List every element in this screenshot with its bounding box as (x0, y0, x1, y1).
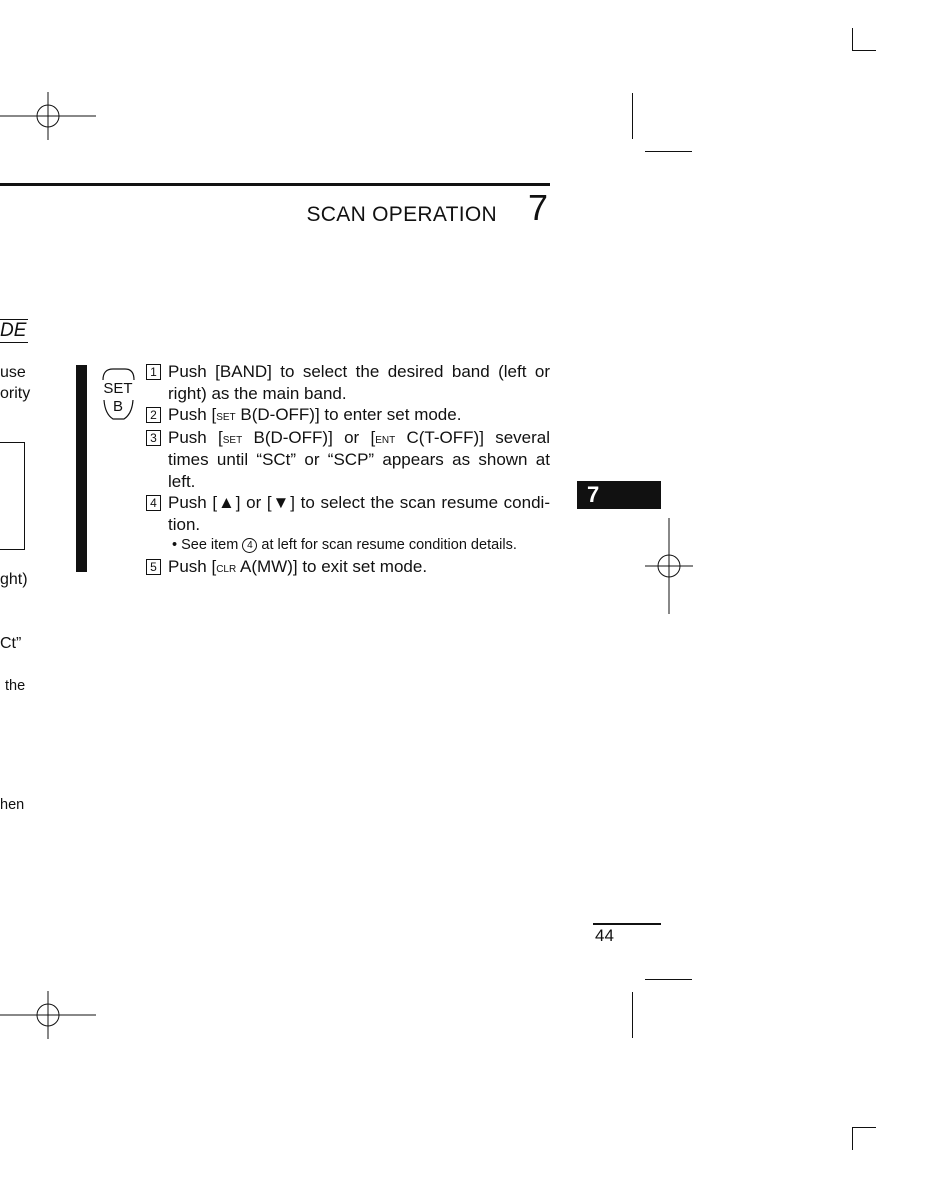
step-text: B(D-OFF)] or [ (242, 427, 376, 447)
registration-mark-top-left (0, 92, 96, 140)
page-number: 44 (595, 926, 614, 945)
step-1 (146, 361, 550, 404)
step-note (146, 535, 550, 556)
procedure-side-bar (76, 365, 87, 572)
note-text: at left for scan resume condition details. (257, 537, 517, 553)
step-text: A(MW)] to exit set mode. (236, 557, 428, 576)
item-reference: 4 (242, 538, 257, 553)
header-rule (0, 183, 550, 186)
cut-text-fragment: hen (0, 797, 25, 813)
section-title: SCAN OPERATION (306, 203, 497, 226)
cut-heading-fragment: DE (0, 320, 27, 341)
cut-text-fragment: use (0, 364, 26, 381)
set-b-key-icon (100, 366, 136, 422)
step-text: Push [▲] or [▼] to select the scan resume condi-tion. (168, 493, 550, 534)
procedure-steps (146, 361, 550, 579)
cut-display-box (0, 442, 25, 550)
step-number: 3 (146, 430, 161, 446)
step-number: 1 (146, 364, 161, 380)
step-number: 5 (146, 559, 161, 575)
registration-mark-right (645, 518, 693, 614)
key-name: set (222, 429, 243, 446)
chapter-number: 7 (528, 187, 549, 228)
step-2 (146, 404, 550, 427)
key-name: set (216, 407, 236, 423)
key-label-set: SET (103, 380, 133, 397)
step-5 (146, 556, 550, 579)
page-number-rule (593, 923, 661, 925)
step-3 (146, 427, 550, 493)
registration-mark-bottom-left (0, 991, 96, 1039)
cut-text-fragment: ority (0, 385, 31, 402)
chapter-tab-label: 7 (587, 482, 600, 507)
step-text: B(D-OFF)] to enter set mode. (235, 405, 462, 424)
cut-text-fragment: Ct” (0, 635, 22, 652)
key-name: ent (375, 429, 396, 446)
step-text: Push [ (168, 427, 223, 447)
step-text: Push [ (168, 557, 217, 576)
step-4 (146, 492, 550, 535)
step-text: Push [BAND] to select the desired band (left or right) as the main band. (168, 362, 550, 403)
note-text: • See item (172, 537, 243, 553)
chapter-tab (577, 481, 661, 509)
step-text: Push [ (168, 405, 217, 424)
step-text: C(T-OFF)] several times until “SCt” or “SCP” appears as shown at left. (168, 427, 551, 491)
cut-text-fragment: ght) (0, 571, 28, 588)
cut-text-fragment: the (5, 678, 26, 694)
step-number: 4 (146, 495, 161, 511)
step-number: 2 (146, 407, 161, 423)
key-label-b: B (112, 398, 123, 415)
key-name: clr (216, 559, 237, 575)
